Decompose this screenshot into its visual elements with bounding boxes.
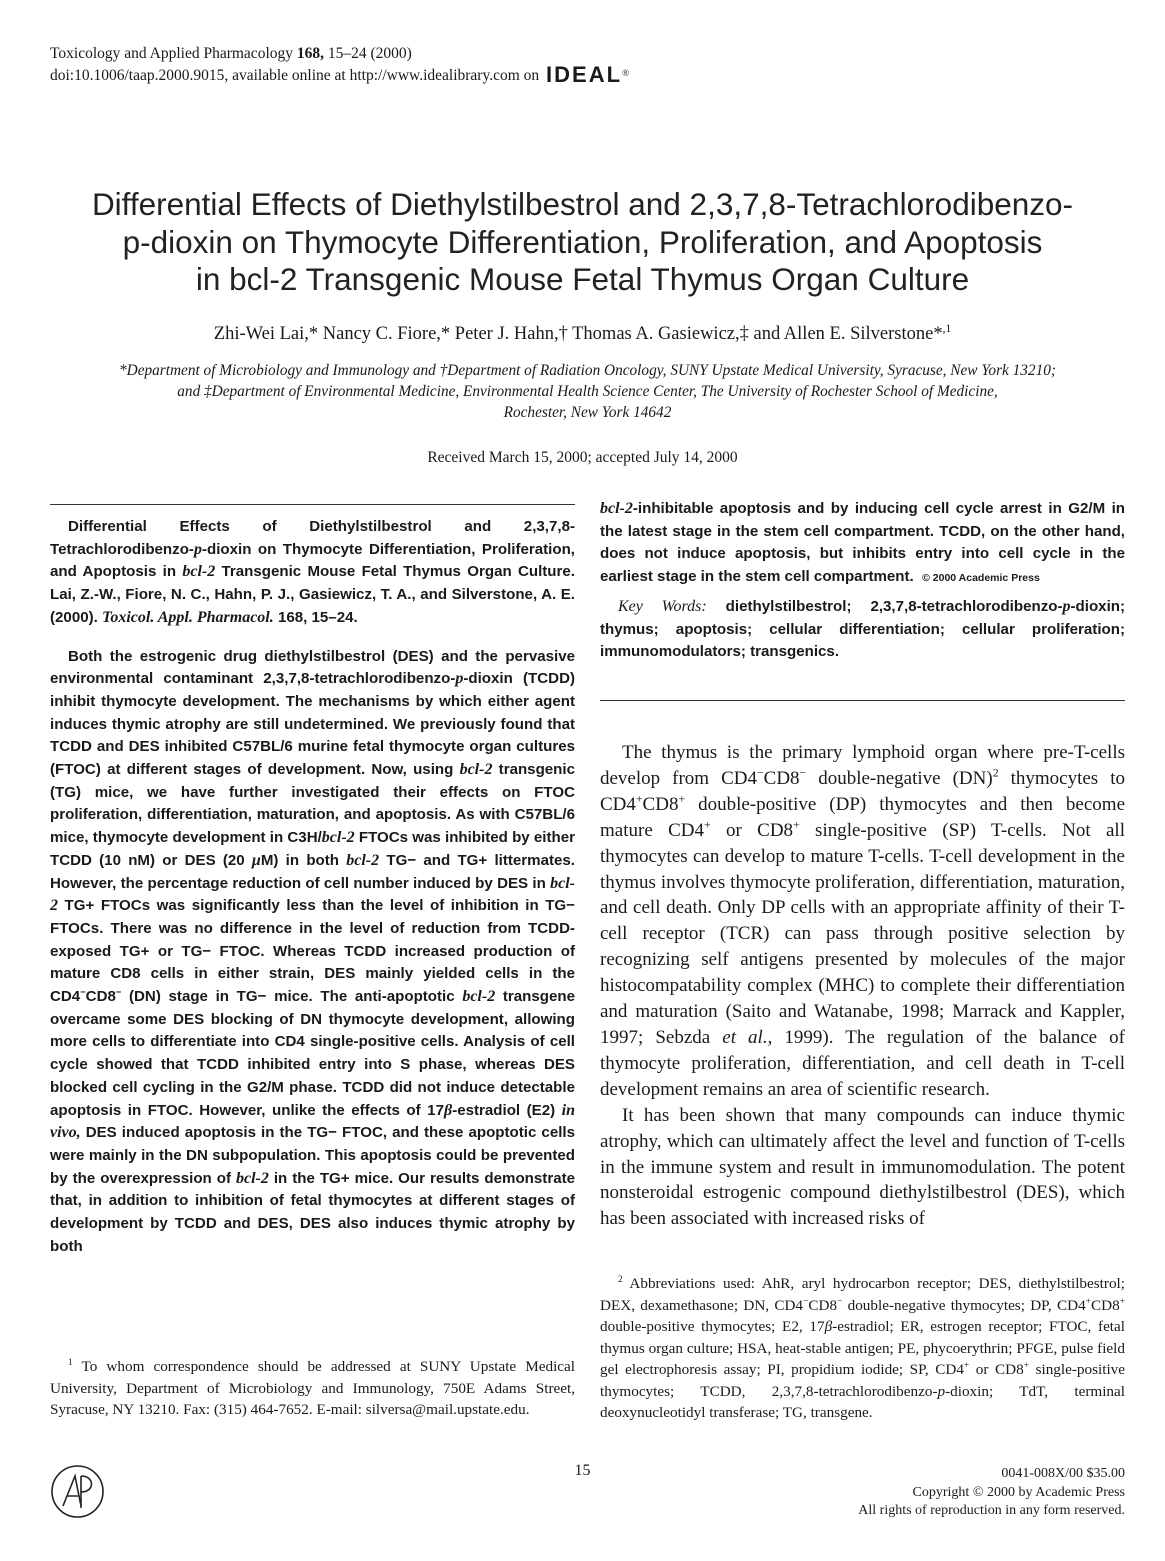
body-text-run: The thymus is the primary lymphoid organ where pre-T-cells develop from CD4	[600, 742, 1125, 789]
authors-text: Zhi-Wei Lai,* Nancy C. Fiore,* Peter J. Hahn,† Thomas A. Gasiewicz,‡ and Allen E. Silverstone*	[213, 324, 943, 344]
abstract-text: transgene overcame some DES blocking of DN thymocyte development, allowing more cells to differentiate into CD4 single-positive cells. Analysis of cell cycle showed that TCDD inhibited entry into S phase, whereas DES blocked cell cycling in the G2/M phase. TCDD did not induce detectable apoptosis in FTOC. However, unlike the effects of 17	[50, 988, 575, 1119]
journal-name: Toxicology and Applied Pharmacology	[50, 45, 293, 62]
footnote-correspondence	[50, 1356, 575, 1421]
body-text	[600, 740, 1125, 1232]
footnote-sup: +	[1085, 1296, 1091, 1307]
footnote-text: or CD8	[969, 1361, 1024, 1378]
abstract-text: TG+ FTOCs was significantly less than the level of inhibition in TG− FTOCs. There was no difference in the level of reduction from TCDD-exposed TG+ or TG− FTOC. Whereas TCDD increased production of mature CD8 cells in either strain, DES mainly yielded cells in the CD4	[50, 897, 575, 1006]
footnote-text: Abbreviations used: AhR, aryl hydrocarbon receptor; DES, diethylstilbestrol; DEX, dexamethasone; DN, CD4	[600, 1275, 1125, 1314]
body-text-run: thymocytes to CD4	[600, 767, 1125, 815]
abstract-right-column	[600, 498, 1125, 664]
footnote-text: single-positive thymocytes; TCDD, 2,3,7,8-tetrachlorodibenzo-	[600, 1361, 1125, 1400]
journal-volume: 168,	[296, 45, 324, 62]
journal-pages: 15–24 (2000)	[327, 45, 412, 62]
abstract-text: M) in both	[260, 851, 347, 869]
authors-footnote-mark: ,1	[942, 322, 952, 335]
footnote-number: 1	[68, 1357, 73, 1368]
abstract-italic: in vivo,	[50, 1101, 575, 1142]
abstract-sup: −	[80, 987, 86, 998]
author-list	[40, 322, 1125, 346]
title-line-1: Differential Effects of Diethylstilbestrol and 2,3,7,8-Tetrachlorodibenzo-	[91, 186, 1074, 222]
footnote-ref-2: 2	[992, 766, 999, 780]
abstract-text: -inhibitable apoptosis and by inducing cell cycle arrest in G2/M in the latest stage in the stem cell compartment. TCDD, on the other hand, does not induce apoptosis, but inhibits entry into cell cycle in the earliest stage in the stem cell compartment.	[600, 500, 1125, 586]
rights-line: All rights of reproduction in any form reserved.	[858, 1503, 1125, 1518]
body-text-run: CD8	[642, 793, 679, 815]
footnote-text: To whom correspondence should be addressed at SUNY Upstate Medical University, Department of Microbiology and Immunology, 750E Adams Street, Syracuse, NY 13210. Fax: (315) 464-7652. E-mail: silversa@mail.upstate.edu.	[50, 1358, 575, 1418]
body-paragraph-1	[600, 740, 1125, 1103]
abstract-italic: bcl-2	[321, 829, 355, 847]
copyright-line: Copyright © 2000 by Academic Press	[912, 1484, 1125, 1500]
footnote-text: CD8	[808, 1296, 838, 1314]
abstract-text: DES induced apoptosis in the TG− FTOC, and these apoptotic cells were mainly in the DN subpopulation. This apoptosis could be prevented by the overexpression of	[50, 1124, 575, 1187]
abstract-text: CD8	[85, 988, 116, 1006]
keywords-label: Key Words:	[618, 597, 707, 615]
abstract-italic: bcl-2	[235, 1169, 269, 1187]
footnote-sup: +	[963, 1360, 970, 1371]
abstract-italic: bcl-2	[459, 761, 493, 779]
citation-volume: 168, 15–24.	[273, 608, 358, 626]
article-price-code: 0041-008X/00 $35.00	[1001, 1466, 1125, 1481]
body-sup: −	[799, 766, 807, 780]
abstract-italic: bcl-2	[600, 500, 633, 517]
body-sup: +	[704, 818, 711, 832]
body-sup: +	[678, 792, 686, 806]
abstract-continuation	[600, 498, 1125, 590]
abstract-italic: bcl-2	[50, 874, 575, 915]
abstract-copyright: © 2000 Academic Press	[922, 572, 1040, 585]
article-title	[40, 186, 1125, 299]
abstract-italic: p	[455, 670, 464, 688]
title-line-2: p-dioxin on Thymocyte Differentiation, Proliferation, and Apoptosis	[122, 223, 1043, 260]
ideal-logo	[546, 64, 629, 88]
body-text-run: 1999). The regulation of the balance of thymocyte proliferation, differentiation, and cell death in T-cell development remains an area of scientific research.	[600, 1026, 1125, 1100]
received-dates: Received March 15, 2000; accepted July 14, 2000	[427, 449, 738, 466]
body-paragraph-2: It has been shown that many compounds can induce thymic atrophy, which can ultimately affect the level and function of T-cells in the immune system and result in immunomodulation. The potent nonsteroidal estrogenic compound diethylstilbestrol (DES), which has been associated with increased risks of	[600, 1104, 1125, 1230]
abstract-text: -estradiol (E2)	[452, 1101, 562, 1119]
abstract-text: -dioxin (TCDD) inhibit thymocyte development. The mechanisms by which either agent induces thymic atrophy are still undetermined. We previously found that TCDD and DES inhibited C57BL/6 murine fetal thymocyte organ cultures (FTOC) at different stages of development. Now, using	[50, 670, 575, 779]
body-sup: +	[635, 792, 643, 806]
abstract-sup: −	[115, 987, 122, 998]
abstract-citation	[50, 516, 575, 630]
keywords	[600, 596, 1125, 664]
body-text-run: double-positive (DP) thymocytes and then become mature CD4	[600, 793, 1125, 841]
abstract-top-rule	[50, 504, 575, 505]
body-sup: −	[757, 766, 764, 780]
citation-title-part: -dioxin on Thymocyte Differentiation, Proliferation, and Apoptosis in	[50, 540, 575, 581]
publisher-imprint	[780, 1465, 1125, 1521]
keywords-italic: p	[1062, 597, 1071, 615]
abstract-body	[50, 646, 575, 1259]
footnote-abbreviations	[600, 1273, 1125, 1424]
page-number: 15	[574, 1462, 591, 1479]
abstract-text: FTOCs was inhibited by either TCDD (10 nM) or DES (20	[50, 829, 576, 869]
body-text-run: CD8	[763, 767, 800, 789]
abstract-text: Both the estrogenic drug diethylstilbestrol (DES) and the pervasive environmental contaminant 2,3,7,8-tetrachlorodibenzo-	[50, 647, 575, 688]
footnote-sup: +	[1119, 1296, 1125, 1307]
abstract-text: (DN) stage in TG− mice. The anti-apoptotic	[121, 988, 463, 1006]
affiliation-line-3: Rochester, New York 14642	[503, 404, 672, 421]
abstract-text: TG− and TG+ littermates. However, the percentage reduction of cell number induced by DES in	[50, 851, 575, 892]
footnote-text: CD8	[1090, 1296, 1120, 1314]
keywords-text: diethylstilbestrol; 2,3,7,8-tetrachlorodibenzo-	[706, 597, 1063, 615]
ideal-logo-text: IDEAL	[546, 62, 623, 87]
academic-press-logo-icon	[50, 1464, 105, 1519]
footnote-text: double-negative thymocytes; DP, CD4	[842, 1296, 1086, 1314]
footnote-text: double-positive thymocytes; E2, 17	[600, 1318, 825, 1335]
body-sup: +	[793, 818, 800, 832]
footnote-italic: p	[937, 1382, 946, 1400]
registered-mark: ®	[622, 67, 630, 79]
body-text-run: single-positive (SP) T-cells. Not all thymocytes can develop to mature T-cells. T-cell development in the thymus involves thymocyte proliferation, differentiation, maturation, and cell death. Only DP cells with an appropriate affinity of their T-cell receptor (TCR) can pass through positive selection by recognizing self antigens presented by molecules of the major histocompatability complex (MHC) to complete their differentiation and maturation (Saito and Watanabe, 1998; Marrack and Kappler, 1997; Sebzda	[600, 819, 1125, 1048]
body-italic: et al.,	[722, 1026, 773, 1048]
abstract-italic: μ	[251, 851, 261, 869]
affiliation-line-1: *Department of Microbiology and Immunology and †Department of Radiation Oncology, SUNY Upstate Medical University, Syracuse, New York 13210;	[119, 362, 1056, 379]
doi-text: doi:10.1006/taap.2000.9015, available online at http://www.idealibrary.com on	[50, 67, 540, 84]
footnote-text: -estradiol; ER, estrogen receptor; FTOC, fetal thymus organ culture; HSA, heat-stable antigen; PE, phycoerythrin; PFGE, pulse field gel electrophoresis assay; PI, propidium iodide; SP, CD4	[600, 1318, 1125, 1378]
body-text-run: double-negative (DN)	[806, 767, 993, 789]
doi-line	[50, 64, 750, 88]
citation-italic-gene: bcl-2	[182, 563, 216, 581]
title-line-3: in bcl-2 Transgenic Mouse Fetal Thymus Organ Culture	[195, 261, 970, 297]
abstract-left-column	[50, 516, 575, 1259]
citation-journal: Toxicol. Appl. Pharmacol.	[102, 608, 274, 626]
affiliation-line-2: and ‡Department of Environmental Medicine, Environmental Health Science Center, The University of Rochester School of Medicine,	[177, 383, 998, 400]
journal-header	[50, 43, 750, 88]
abstract-italic: β	[443, 1101, 453, 1119]
citation-italic-p: p	[193, 540, 202, 558]
abstract-text: transgenic (TG) mice, we have further investigated their effects on FTOC proliferation, differentiation, maturation, and apoptosis. As with C57BL/6 mice, thymocyte development in C3H/	[50, 761, 575, 847]
keywords-text: -dioxin; thymus; apoptosis; cellular differentiation; cellular proliferation; immunomodulators; transgenics.	[600, 597, 1126, 661]
journal-citation	[50, 43, 750, 64]
body-text-run: or CD8	[710, 819, 794, 841]
abstract-bottom-rule	[600, 700, 1125, 701]
footnote-text: -dioxin; TdT, terminal deoxynucleotidyl transferase; TG, transgene.	[600, 1382, 1125, 1421]
abstract-italic: bcl-2	[346, 851, 380, 869]
footnote-number: 2	[618, 1274, 623, 1285]
abstract-italic: bcl-2	[462, 988, 496, 1006]
footnote-sup: −	[803, 1296, 809, 1307]
citation-title-part: Differential Effects of Diethylstilbestrol and 2,3,7,8-Tetrachlorodibenzo-	[50, 518, 575, 558]
abstract-text: in the TG+ mice. Our results demonstrate that, in addition to inhibition of fetal thymocytes at different stages of development by TCDD and DES, DES also induces thymic atrophy by both	[50, 1169, 576, 1255]
footnote-sup: +	[1023, 1360, 1030, 1371]
citation-authors: Transgenic Mouse Fetal Thymus Organ Culture. Lai, Z.-W., Fiore, N. C., Hahn, P. J., Gasiewicz, T. A., and Silverstone, A. E. (2000).	[50, 563, 575, 626]
footnote-italic: β	[824, 1318, 833, 1335]
footnote-sup: −	[837, 1296, 843, 1307]
affiliations	[50, 360, 1125, 423]
